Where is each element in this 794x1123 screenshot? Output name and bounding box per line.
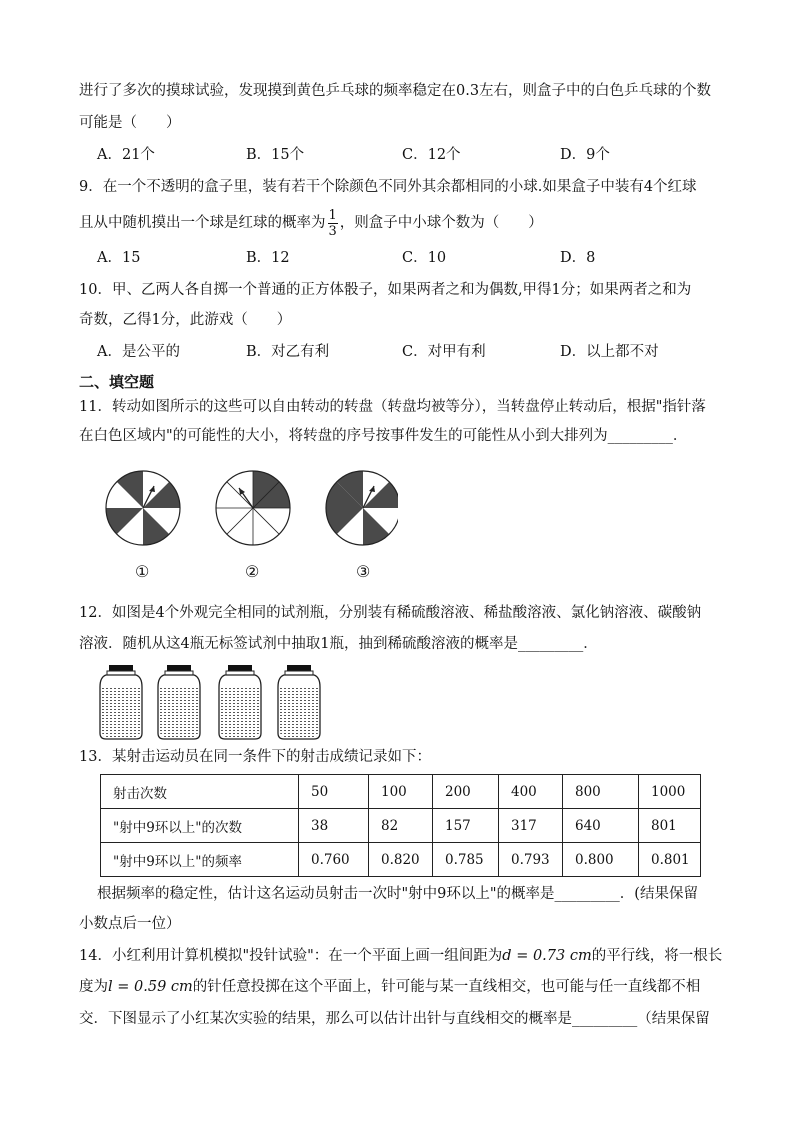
q11-line2: 在白色区域内"的可能性的大小，将转盘的序号按事件发生的可能性从小到大排列为_________． <box>79 428 688 444</box>
q12-line2: 溶液．随机从这4瓶无标签试剂中抽取1瓶，抽到稀硫酸溶液的概率是_________． <box>79 636 598 652</box>
q14-line2-post: 的针任意投掷在这个平面上，针可能与某一直线相交，也可能与任一直线都不相 <box>192 979 701 995</box>
q9-option-b[interactable]: B．12 <box>246 250 290 266</box>
reagent-bottles-figure <box>98 663 328 743</box>
table-cell: 38 <box>299 809 369 843</box>
table-cell: 317 <box>499 809 563 843</box>
bottle-4 <box>278 665 320 739</box>
spinner-figures <box>98 466 398 556</box>
section-heading-fill-in: 二、填空题 <box>79 373 155 391</box>
q10-option-d[interactable]: D．以上都不对 <box>560 344 659 360</box>
table-cell: 800 <box>563 775 639 809</box>
q8-option-b[interactable]: B．15个 <box>246 147 305 163</box>
spinner-2-label: ② <box>245 562 260 581</box>
q9-fraction-denominator: 3 <box>328 223 337 239</box>
q10-line1: 10．甲、乙两人各自掷一个普通的正方体骰子，如果两者之和为偶数,甲得1分；如果两者之和为 <box>79 282 692 298</box>
bottle-2 <box>158 665 200 739</box>
bottle-3 <box>219 665 261 739</box>
q10-option-b[interactable]: B．对乙有利 <box>246 344 330 360</box>
q9-option-d[interactable]: D．8 <box>560 250 596 266</box>
table-cell: 200 <box>433 775 499 809</box>
q8-option-c[interactable]: C．12个 <box>402 147 461 163</box>
q9-fraction <box>328 208 338 239</box>
table-cell: 640 <box>563 809 639 843</box>
q10-option-a[interactable]: A．是公平的 <box>97 344 180 360</box>
q14-line1 <box>79 946 722 966</box>
spinner-3-label: ③ <box>356 562 371 581</box>
q10-option-c[interactable]: C．对甲有利 <box>402 344 486 360</box>
q9-line2 <box>79 207 543 239</box>
q11-line1: 11．转动如图所示的这些可以自由转动的转盘（转盘均被等分），当转盘停止转动后，根据"指针落 <box>79 399 706 415</box>
table-cell: 157 <box>433 809 499 843</box>
table-cell: "射中9环以上"的频率 <box>101 843 299 877</box>
spinner-3 <box>326 471 398 545</box>
q14-line2-pre: 度为 <box>79 979 108 995</box>
q14-line3: 交．下图显示了小红某次实验的结果，那么可以估计出针与直线相交的概率是_________（结果保留 <box>79 1011 710 1027</box>
table-cell: 1000 <box>639 775 701 809</box>
table-cell: 0.785 <box>433 843 499 877</box>
q14-line2 <box>79 977 700 997</box>
table-cell: 0.760 <box>299 843 369 877</box>
table-row <box>101 775 701 809</box>
table-cell: 0.801 <box>639 843 701 877</box>
spinner-1 <box>106 471 180 545</box>
q10-line2: 奇数，乙得1分，此游戏（ ） <box>79 312 292 328</box>
table-cell: 100 <box>369 775 433 809</box>
q14-d-expression: d = 0.73 cm <box>502 948 592 964</box>
table-cell: 0.793 <box>499 843 563 877</box>
table-cell: "射中9环以上"的次数 <box>101 809 299 843</box>
q14-l-expression: l = 0.59 cm <box>108 979 193 995</box>
table-row <box>101 843 701 877</box>
table-row <box>101 809 701 843</box>
table-cell: 0.800 <box>563 843 639 877</box>
q8-line1: 进行了多次的摸球试验，发现摸到黄色乒乓球的频率稳定在0.3左右，则盒子中的白色乒乓球的个数 <box>79 83 712 99</box>
table-cell: 50 <box>299 775 369 809</box>
q8-option-a[interactable]: A．21个 <box>97 147 155 163</box>
table-cell: 801 <box>639 809 701 843</box>
q13-line2: 根据频率的稳定性，估计这名运动员射击一次时"射中9环以上"的概率是_________．(结果保留 <box>97 886 698 902</box>
q14-line1-post: 的平行线，将一根长 <box>591 948 723 964</box>
q9-line1: 9．在一个不透明的盒子里，装有若干个除颜色不同外其余都相同的小球.如果盒子中装有4个红球 <box>79 179 697 195</box>
q8-line2: 可能是（ ） <box>79 115 181 131</box>
spinner-1-label: ① <box>135 562 150 581</box>
q8-option-d[interactable]: D．9个 <box>560 147 610 163</box>
q13-line3: 小数点后一位） <box>79 916 181 932</box>
bottle-1 <box>100 665 142 739</box>
q9-fraction-numerator: 1 <box>328 207 337 223</box>
q13-line1: 13．某射击运动员在同一条件下的射击成绩记录如下： <box>79 749 431 765</box>
q9-line2-pre: 且从中随机摸出一个球是红球的概率为 <box>79 215 326 231</box>
q12-line1: 12．如图是4个外观完全相同的试剂瓶，分别装有稀硫酸溶液、稀盐酸溶液、氯化钠溶液、碳酸钠 <box>79 605 702 621</box>
table-cell: 0.820 <box>369 843 433 877</box>
q9-line2-post: ，则盒子中小球个数为（ ） <box>339 215 543 231</box>
q14-line1-pre: 14．小红利用计算机模拟"投针试验"：在一个平面上画一组间距为 <box>79 948 503 964</box>
q9-option-a[interactable]: A．15 <box>97 250 141 266</box>
q9-option-c[interactable]: C．10 <box>402 250 447 266</box>
spinner-2 <box>216 471 290 545</box>
table-cell: 82 <box>369 809 433 843</box>
table-cell: 射击次数 <box>101 775 299 809</box>
shooting-record-table <box>100 774 701 877</box>
table-cell: 400 <box>499 775 563 809</box>
